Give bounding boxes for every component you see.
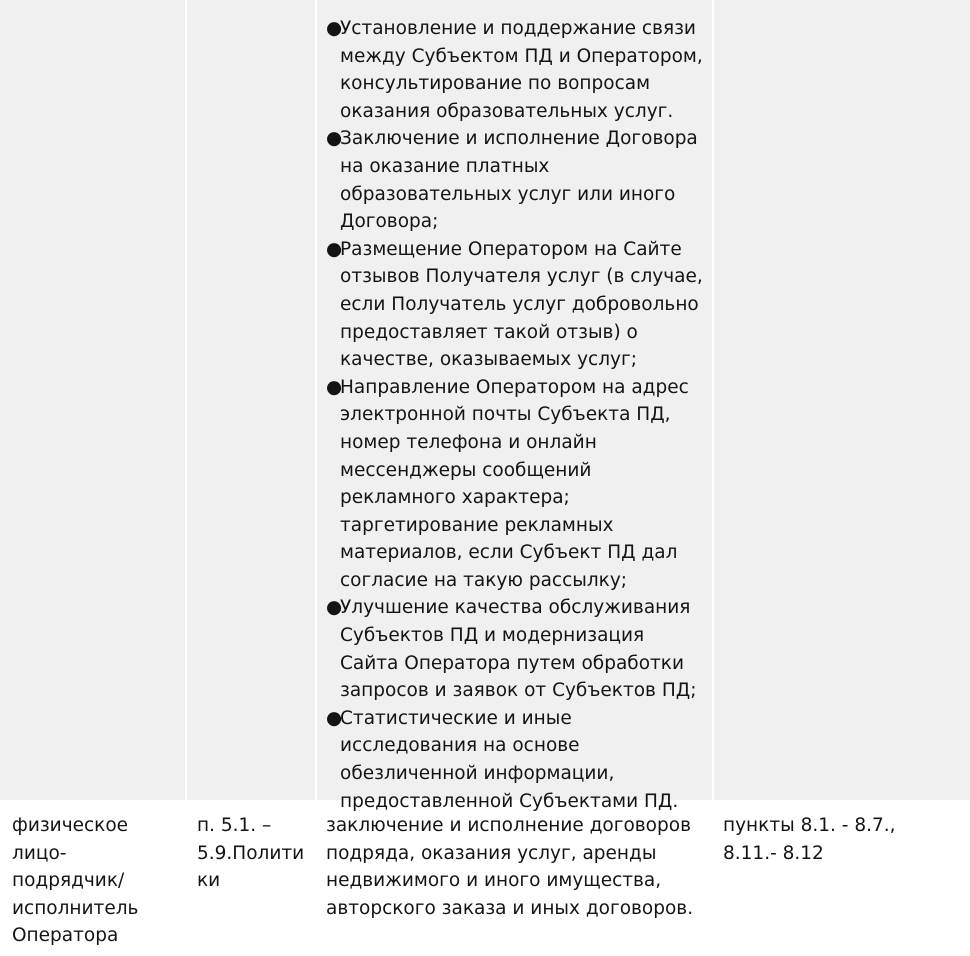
policy-reference-line: 5.9.Полити (197, 842, 305, 864)
column-divider (315, 0, 317, 800)
bullet-icon: ● (326, 707, 343, 729)
list-item: ● Размещение Оператором на Сайте отзывов Получателя услуг (в случае, если Получатель услуг добровольно предоставляет такой отзыв) о качестве, оказываемых услуг; (326, 236, 704, 374)
processing-purpose-cell: заключение и исполнение договоров подряда, оказания услуг, аренды недвижимого и иного имущества, авторского заказа и иных договоров. (326, 815, 694, 919)
policy-reference-cell (197, 812, 312, 895)
purposes-list (326, 15, 704, 815)
bullet-icon: ● (326, 376, 343, 398)
column-divider (185, 0, 187, 800)
list-item: ● Заключение и исполнение Договора на оказание платных образовательных услуг или иного Договора; (326, 125, 704, 235)
subject-category-cell (12, 812, 182, 950)
subject-category-line: лицо- (12, 842, 67, 864)
policy-reference-line: п. 5.1. – (197, 815, 272, 836)
policy-reference-line: ки (197, 870, 221, 892)
points-reference-cell: пункты 8.1. - 8.7., 8.11.- 8.12 (723, 815, 896, 864)
subject-category-line: Оператора (12, 925, 119, 947)
subject-category-line: физическое (12, 815, 129, 836)
column-divider (712, 0, 714, 800)
bullet-icon: ● (326, 597, 343, 619)
list-item: ● Улучшение качества обслуживания Субъектов ПД и модернизация Сайта Оператора путем обработки запросов и заявок от Субъектов ПД; (326, 594, 704, 704)
bullet-icon: ● (326, 128, 343, 150)
bullet-icon: ● (326, 18, 343, 39)
list-item: ● Статистические и иные исследования на основе обезличенной информации, предоставленной Субъектами ПД. (326, 705, 704, 815)
subject-category-line: подрядчик/ (12, 870, 125, 892)
purposes-cell (326, 15, 704, 815)
list-item: ● Установление и поддержание связи между Субъектом ПД и Оператором, консультирование по вопросам оказания образовательных услуг. (326, 15, 704, 125)
bullet-icon: ● (326, 238, 343, 260)
list-item: ● Направление Оператором на адрес электронной почты Субъекта ПД, номер телефона и онлайн мессенджеры сообщений рекламного характера; таргетирование рекламных материалов, если Субъект ПД дал согласие на такую рассылку; (326, 374, 704, 595)
subject-category-line: исполнитель (12, 897, 139, 919)
